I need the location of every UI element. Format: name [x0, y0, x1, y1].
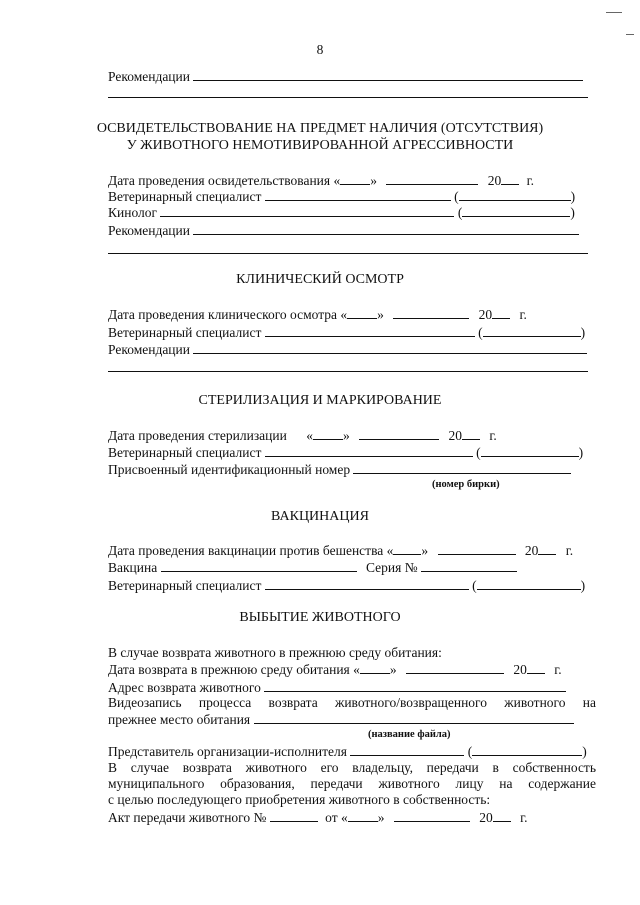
id-number-field[interactable]: [353, 461, 571, 474]
video-line-1: Видеозапись процесса возврата животного/возвращенного животного на: [108, 695, 596, 710]
vet-name-field[interactable]: [265, 577, 469, 590]
recommendations-field[interactable]: [193, 222, 579, 235]
vet-signature-field[interactable]: [481, 444, 579, 457]
video-label-2: прежнее место обитания: [108, 712, 251, 727]
act-row: [108, 809, 528, 826]
owner-line-1: В случае возврата животного его владельцу, передачи в собственность: [108, 760, 596, 775]
owner-line-3: с целью последующего приобретения животного в собственность:: [108, 792, 491, 807]
act-label: Акт передачи животного №: [108, 810, 267, 825]
vaccination-date-row: [108, 542, 573, 559]
vaccine-field[interactable]: [161, 559, 357, 572]
year-prefix: 20: [513, 662, 527, 677]
year-suffix: г.: [565, 543, 574, 558]
date-close: »: [389, 662, 397, 677]
day-field[interactable]: [340, 172, 370, 185]
address-label: Адрес возврата животного: [108, 680, 261, 695]
vet-signature-field[interactable]: [459, 188, 571, 201]
cynologist-name-field[interactable]: [160, 204, 454, 217]
tag-caption: (номер бирки): [432, 479, 500, 490]
year-prefix: 20: [524, 543, 539, 558]
year-field[interactable]: [538, 542, 556, 555]
recommendations-label: Рекомендации: [108, 223, 190, 238]
cynologist-label: Кинолог: [108, 205, 158, 220]
clinical-recommendations-line-2[interactable]: [108, 371, 588, 372]
owner-line-2: муниципального образования, передачи животного лицу на содержание: [108, 776, 596, 791]
recommendations-field[interactable]: [193, 68, 583, 81]
video-file-field[interactable]: [254, 711, 574, 724]
vet-label: Ветеринарный специалист: [108, 189, 262, 204]
clinical-vet-row: Ветеринарный специалист ( ): [108, 325, 586, 340]
month-field[interactable]: [406, 661, 504, 674]
year-suffix: г.: [489, 428, 497, 443]
sterilization-id-row: [108, 461, 571, 478]
act-from: от «: [325, 810, 348, 825]
aggression-recommendations-line-2[interactable]: [108, 253, 588, 254]
aggression-cynologist-row: Кинолог ( ): [108, 205, 575, 220]
vet-name-field[interactable]: [265, 188, 451, 201]
vet-name-field[interactable]: [265, 444, 473, 457]
rep-label: Представитель организации-исполнителя: [108, 744, 347, 759]
date-label: Дата проведения вакцинации против бешенства «: [108, 543, 394, 558]
year-field[interactable]: [492, 306, 510, 319]
year-field[interactable]: [527, 661, 545, 674]
act-year-suffix: г.: [520, 810, 528, 825]
recommendations-row: [108, 68, 583, 85]
act-close: »: [377, 810, 385, 825]
rep-row: Представитель организации-исполнителя ( ): [108, 744, 587, 759]
month-field[interactable]: [393, 306, 469, 319]
vet-signature-field[interactable]: [483, 324, 581, 337]
vaccination-vet-row: Ветеринарный специалист ( ): [108, 578, 586, 593]
year-suffix: г.: [554, 662, 562, 677]
section-vaccination-title: ВАКЦИНАЦИЯ: [271, 509, 369, 524]
vet-label: Ветеринарный специалист: [108, 578, 262, 593]
clinical-date-row: [108, 306, 527, 323]
year-prefix: 20: [487, 173, 502, 188]
aggression-recommendations-row: [108, 222, 579, 239]
address-field[interactable]: [264, 679, 566, 692]
clinical-recommendations-row: [108, 341, 587, 358]
vet-label: Ветеринарный специалист: [108, 445, 262, 460]
date-label: Дата проведения клинического осмотра «: [108, 307, 348, 322]
section-sterilization-title: СТЕРИЛИЗАЦИЯ И МАРКИРОВАНИЕ: [198, 393, 442, 408]
return-intro: В случае возврата животного в прежнюю среду обитания:: [108, 645, 442, 660]
scan-mark: [606, 12, 622, 13]
month-field[interactable]: [386, 172, 478, 185]
date-close: »: [377, 307, 384, 322]
section-clinical-title: КЛИНИЧЕСКИЙ ОСМОТР: [236, 272, 404, 287]
day-field[interactable]: [313, 427, 343, 440]
day-field[interactable]: [393, 542, 421, 555]
month-field[interactable]: [438, 542, 516, 555]
recommendations-label: Рекомендации: [108, 342, 190, 357]
vet-signature-field[interactable]: [477, 577, 581, 590]
year-field[interactable]: [501, 172, 519, 185]
section-aggression-title-2: У ЖИВОТНОГО НЕМОТИВИРОВАННОЙ АГРЕССИВНОСТИ: [126, 138, 514, 153]
sterilization-date-row: [108, 427, 497, 444]
date-close: »: [421, 543, 429, 558]
vet-label: Ветеринарный специалист: [108, 325, 262, 340]
aggression-vet-row: Ветеринарный специалист ( ): [108, 189, 576, 204]
day-field[interactable]: [347, 306, 377, 319]
year-suffix: г.: [526, 173, 534, 188]
aggression-date-row: [108, 172, 534, 189]
year-prefix: 20: [478, 307, 493, 322]
cynologist-signature-field[interactable]: [462, 204, 570, 217]
vet-name-field[interactable]: [265, 324, 475, 337]
rep-name-field[interactable]: [350, 743, 464, 756]
video-row-2: [108, 711, 574, 728]
series-label: Серия №: [365, 560, 418, 575]
year-suffix: г.: [519, 307, 527, 322]
section-disposal-title: ВЫБЫТИЕ ЖИВОТНОГО: [239, 610, 401, 625]
date-open: «: [306, 428, 313, 443]
sterilization-vet-row: Ветеринарный специалист ( ): [108, 445, 584, 460]
address-row: [108, 679, 566, 696]
date-close: »: [370, 173, 377, 188]
vaccination-vaccine-row: [108, 559, 517, 576]
rep-signature-field[interactable]: [472, 743, 582, 756]
act-number-field[interactable]: [270, 809, 318, 822]
return-date-label: Дата возврата в прежнюю среду обитания «: [108, 662, 360, 677]
id-label: Присвоенный идентификационный номер: [108, 462, 351, 477]
act-day-field[interactable]: [348, 809, 378, 822]
date-close: »: [342, 428, 350, 443]
series-field[interactable]: [421, 559, 517, 572]
vaccine-label: Вакцина: [108, 560, 158, 575]
year-prefix: 20: [448, 428, 462, 443]
return-date-row: [108, 661, 562, 678]
month-field[interactable]: [359, 427, 439, 440]
file-caption: (название файла): [368, 729, 451, 740]
act-year-field[interactable]: [493, 809, 511, 822]
act-year-prefix: 20: [479, 810, 493, 825]
page-number: 8: [316, 42, 324, 57]
year-field[interactable]: [462, 427, 480, 440]
scan-mark: [626, 34, 634, 35]
recommendations-field[interactable]: [193, 341, 587, 354]
day-field[interactable]: [360, 661, 390, 674]
recommendations-line-2[interactable]: [108, 97, 588, 98]
recommendations-label: Рекомендации: [108, 69, 190, 84]
date-label: Дата проведения освидетельствования «: [108, 173, 341, 188]
date-label: Дата проведения стерилизации: [108, 428, 287, 443]
act-month-field[interactable]: [394, 809, 470, 822]
section-aggression-title-1: ОСВИДЕТЕЛЬСТВОВАНИЕ НА ПРЕДМЕТ НАЛИЧИЯ (ОТСУТСТВИЯ): [96, 121, 544, 136]
